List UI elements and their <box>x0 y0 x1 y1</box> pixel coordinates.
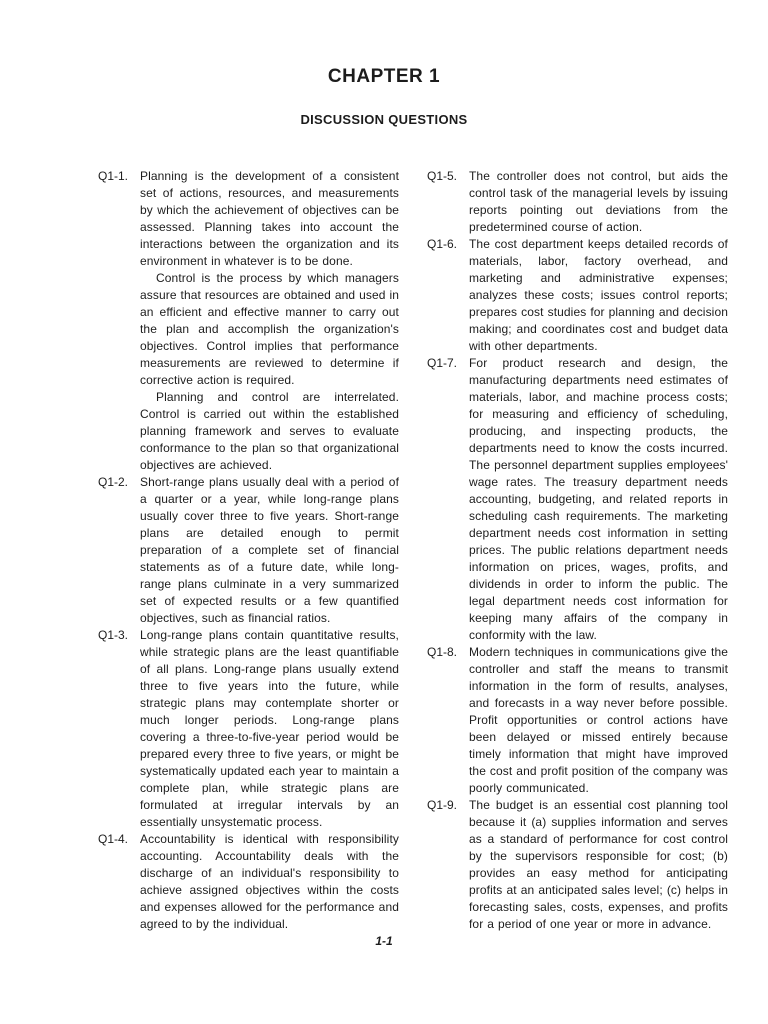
question-item <box>98 831 399 933</box>
question-paragraph: The controller does not control, but aids the control task of the managerial levels by issuing reports pointing out deviations from the predetermined course of action. <box>469 169 728 234</box>
question-item <box>98 627 399 831</box>
question-body <box>469 236 728 355</box>
question-item <box>427 355 728 644</box>
question-body <box>469 168 728 236</box>
question-paragraph: Short-range plans usually deal with a period of a quarter or a year, while long-range plans usually cover three to five years. Short-range plans are detailed enough to permit preparation of a complete set of financial statements as of a future date, while long-range plans culminate in a very summarized set of expected results or a few quantified objectives, such as financial ratios. <box>140 475 399 625</box>
question-label: Q1-3. <box>98 628 129 642</box>
page-number: 1-1 <box>375 934 393 948</box>
page-subtitle: DISCUSSION QUESTIONS <box>300 112 468 127</box>
question-label: Q1-8. <box>427 645 458 659</box>
question-paragraph: Planning and control are interrelated. Control is carried out within the established planning framework and serves to evaluate conformance to the plan so that organizational objectives are achieved. <box>140 390 399 472</box>
question-label: Q1-6. <box>427 237 458 251</box>
question-body <box>140 831 399 933</box>
question-paragraph: Accountability is identical with responsibility accounting. Accountability deals with the discharge of an individual's responsibility to achieve assigned objectives within the costs and expenses allowed for the performance and agreed to by the individual. <box>140 832 399 931</box>
question-item <box>427 168 728 236</box>
question-label: Q1-5. <box>427 169 458 183</box>
page-title: CHAPTER 1 <box>327 66 441 87</box>
question-body <box>140 474 399 627</box>
question-label: Q1-4. <box>98 832 129 846</box>
question-item <box>427 644 728 797</box>
column-1 <box>98 168 399 933</box>
question-label: Q1-1. <box>98 169 129 183</box>
question-paragraph: The budget is an essential cost planning tool because it (a) supplies information and serves as a standard of performance for cost control by the supervisors responsible for cost; (b) provides an easy method for anticipating profits at an anticipated sales level; (c) helps in forecasting sales, costs, expenses, and profits for a period of one year or more in advance. <box>469 798 728 931</box>
columns <box>98 168 728 933</box>
question-paragraph: Planning is the development of a consistent set of actions, resources, and measurements by which the achievement of objectives can be assessed. Planning takes into account the interactions between the organization and its environment in whatever is to be done. <box>140 169 399 268</box>
question-paragraph: Long-range plans contain quantitative results, while strategic plans are the least quantifiable of all plans. Long-range plans usually extend three to five years into the future, while strategic plans may contemplate shorter or much longer periods. Long-range plans covering a three-to-five-year period would be prepared every three to five years, or might be systematically updated each year to maintain a complete plan, while strategic plans are formulated at irregular intervals by an essentially unsystematic process. <box>140 628 399 829</box>
question-body <box>469 355 728 644</box>
question-body <box>469 797 728 933</box>
document-header <box>0 0 768 127</box>
question-label: Q1-9. <box>427 798 458 812</box>
question-item <box>427 797 728 933</box>
question-body <box>469 644 728 797</box>
question-paragraph: Control is the process by which managers assure that resources are obtained and used in an efficient and effective manner to carry out the plan and accomplish the organization's objectives. Control implies that performance measurements are reviewed to determine if corrective action is required. <box>140 271 399 387</box>
question-item <box>427 236 728 355</box>
question-body <box>140 168 399 474</box>
question-paragraph: For product research and design, the manufacturing departments need estimates of materials, labor, and machine process costs; for measuring and efficiency of scheduling, producing, and inspecting products, the departments need to know the costs incurred. The personnel department supplies employees' wage rates. The treasury department needs accounting, budgeting, and related reports in scheduling cash requirements. The marketing department needs cost information in setting prices. The public relations department needs information on prices, wages, profits, and dividends in order to inform the public. The legal department needs cost information for keeping many affairs of the company in conformity with the law. <box>469 356 728 642</box>
column-2 <box>427 168 728 933</box>
question-label: Q1-2. <box>98 475 129 489</box>
question-item <box>98 168 399 474</box>
page-footer <box>0 932 768 950</box>
question-paragraph: The cost department keeps detailed records of materials, labor, factory overhead, and marketing and administrative expenses; analyzes these costs; issues control reports; prepares cost studies for planning and decision making; and coordinates cost and budget data with other departments. <box>469 237 728 353</box>
question-item <box>98 474 399 627</box>
question-label: Q1-7. <box>427 356 458 370</box>
question-paragraph: Modern techniques in communications give the controller and staff the means to transmit information in the form of results, analyses, and forecasts in a way never before possible. Profit opportunities or control actions have been delayed or missed entirely because timely information that might have improved the cost and profit position of the company was poorly communicated. <box>469 645 728 795</box>
question-body <box>140 627 399 831</box>
